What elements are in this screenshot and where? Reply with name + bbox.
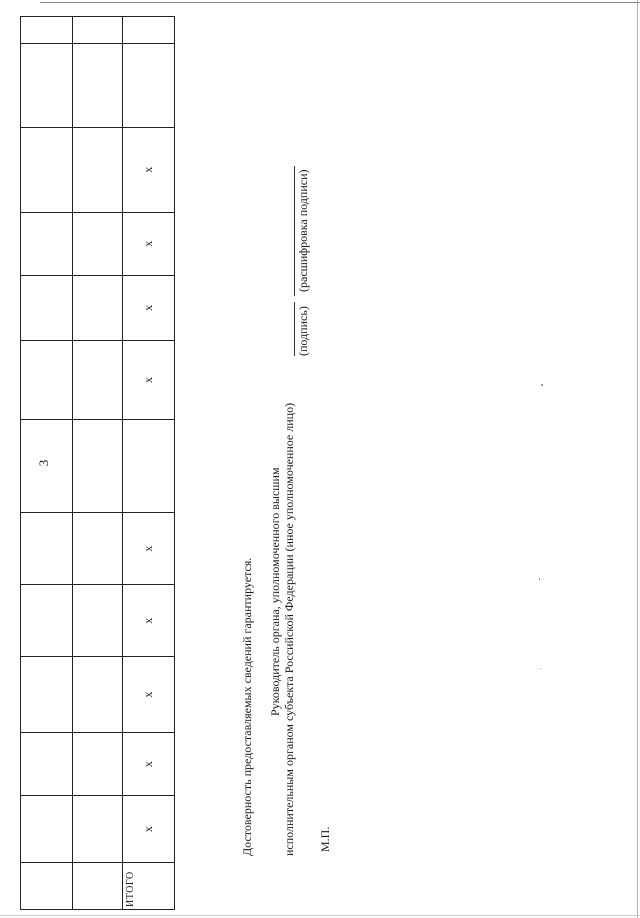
table-cell bbox=[73, 657, 123, 733]
table-cell bbox=[73, 43, 123, 127]
table-cell bbox=[21, 796, 73, 863]
scan-bottom-edge bbox=[0, 915, 640, 916]
table-cell bbox=[21, 275, 73, 340]
table-cell bbox=[73, 733, 123, 796]
table-cell bbox=[21, 17, 73, 44]
signature-line bbox=[294, 302, 295, 356]
table-cell bbox=[21, 212, 73, 275]
table-cell bbox=[21, 43, 73, 127]
seal-placeholder: М.П. bbox=[318, 826, 332, 852]
reliability-statement: Достоверность предоставляемых сведений гарантируется. bbox=[240, 557, 254, 856]
decoding-line bbox=[294, 166, 295, 296]
table-cell bbox=[73, 796, 123, 863]
table-cell bbox=[123, 17, 175, 44]
table-cell bbox=[123, 43, 175, 127]
table-cell bbox=[21, 340, 73, 419]
cross-mark-cell: х bbox=[123, 733, 175, 796]
rotated-page-content bbox=[0, 16, 640, 912]
cross-mark-cell: х bbox=[123, 513, 175, 585]
table-row bbox=[73, 17, 123, 910]
table-cell bbox=[21, 513, 73, 585]
table-cell bbox=[73, 863, 123, 910]
scan-top-edge bbox=[40, 2, 640, 3]
table-cell bbox=[123, 420, 175, 513]
table-cell bbox=[73, 127, 123, 212]
table-cell bbox=[21, 127, 73, 212]
signatory-title-line2: исполнительным органом субъекта Российской Федерации (иное уполномоченное лицо) bbox=[282, 402, 296, 856]
cross-mark-cell: х bbox=[123, 796, 175, 863]
table-cell bbox=[21, 733, 73, 796]
cross-mark-cell: х bbox=[123, 657, 175, 733]
cross-mark-cell: х bbox=[123, 275, 175, 340]
table-cell bbox=[73, 17, 123, 44]
cross-mark-cell: х bbox=[123, 127, 175, 212]
page-number: 3 bbox=[36, 459, 51, 467]
total-label: ИТОГО bbox=[123, 863, 175, 910]
table-row bbox=[21, 17, 73, 910]
table-cell bbox=[73, 275, 123, 340]
signature-caption: (подпись) bbox=[296, 306, 310, 356]
cross-mark-cell: х bbox=[123, 212, 175, 275]
table-cell bbox=[73, 340, 123, 419]
decoding-caption: (расшифровка подписи) bbox=[296, 169, 310, 292]
table-cell bbox=[73, 212, 123, 275]
table-cell bbox=[21, 657, 73, 733]
table-cell bbox=[21, 420, 73, 513]
table-cell bbox=[21, 863, 73, 910]
signatory-title-line1: Руководитель органа, уполномоченного высшим bbox=[268, 467, 282, 716]
cross-mark-cell: х bbox=[123, 585, 175, 657]
table-cell bbox=[73, 585, 123, 657]
cross-mark-cell: х bbox=[123, 340, 175, 419]
report-table bbox=[20, 16, 175, 910]
table-cell bbox=[73, 513, 123, 585]
table-total-row bbox=[123, 17, 175, 910]
table-cell bbox=[21, 585, 73, 657]
table-cell bbox=[73, 420, 123, 513]
